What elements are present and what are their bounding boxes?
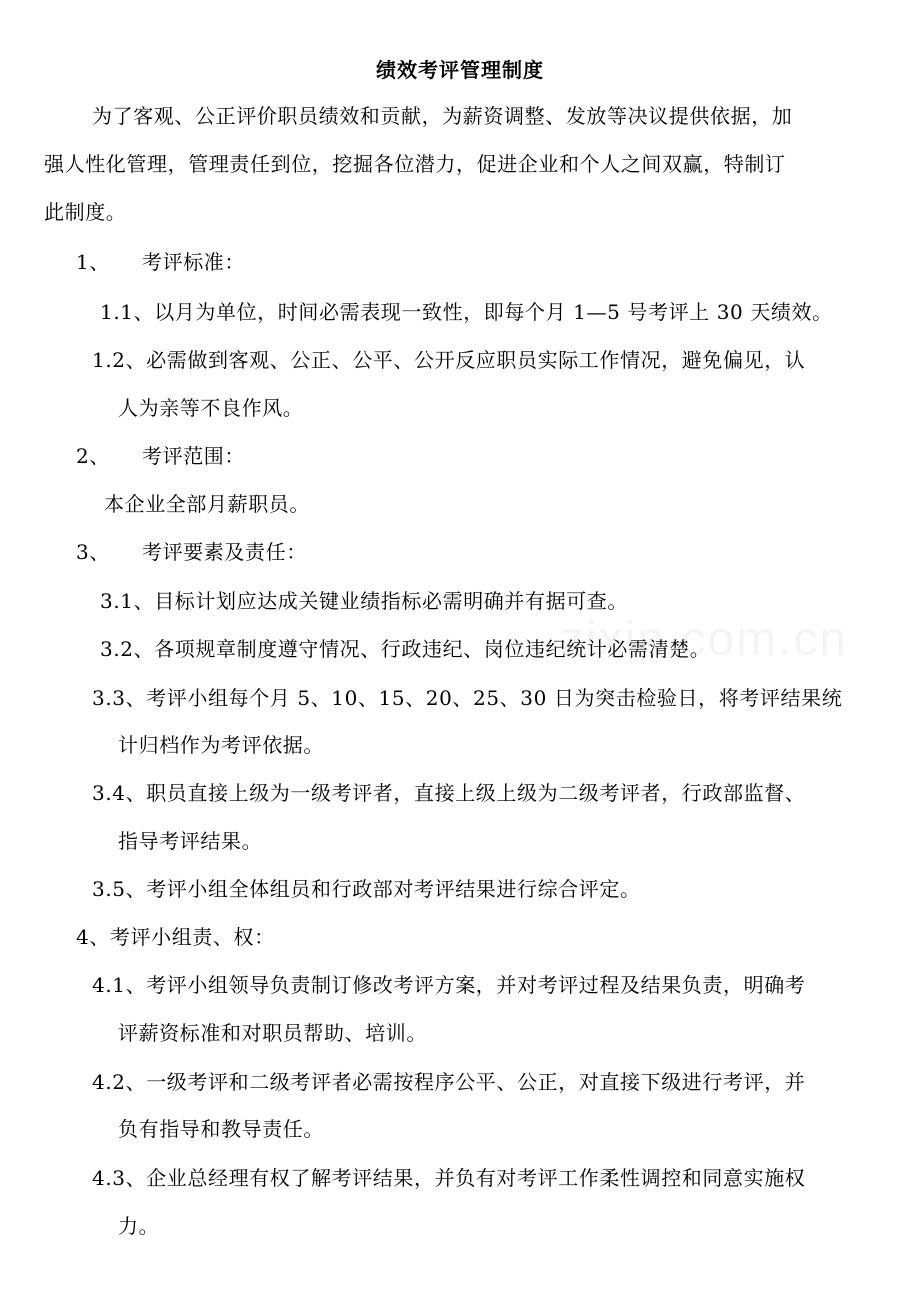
intro-line-1: 为了客观、公正评价职员绩效和贡献，为薪资调整、发放等决议提供依据，加 — [92, 104, 793, 128]
item-4-3-line-1: 4.3、企业总经理有权了解考评结果，并负有对考评工作柔性调控和同意实施权 — [92, 1166, 806, 1190]
item-3-3-line-2: 计归档作为考评依据。 — [118, 733, 324, 757]
item-3-1: 3.1、目标计划应达成关键业绩指标必需明确并有据可查。 — [100, 589, 629, 613]
section-2-number: 2、 — [76, 444, 110, 468]
section-1-number: 1、 — [76, 250, 110, 274]
item-4-2-line-2: 负有指导和教导责任。 — [118, 1117, 324, 1141]
item-3-2: 3.2、各项规章制度遵守情况、行政违纪、岗位违纪统计必需清楚。 — [100, 637, 711, 661]
item-4-1-line-2: 评薪资标准和对职员帮助、培训。 — [118, 1021, 427, 1045]
section-4-heading: 4、考评小组责、权： — [76, 925, 275, 949]
section-3-heading — [76, 536, 307, 568]
section-3-title: 考评要素及责任： — [142, 540, 307, 564]
item-1-2-line-1: 1.2、必需做到客观、公正、公平、公开反应职员实际工作情况，避免偏见，认 — [92, 348, 806, 372]
document-title: 绩效考评管理制度 — [376, 58, 544, 82]
item-3-4-line-1: 3.4、职员直接上级为一级考评者，直接上级上级为二级考评者，行政部监督、 — [92, 781, 806, 805]
section-3-number: 3、 — [76, 540, 110, 564]
section-2-heading — [76, 440, 245, 472]
section-1-title: 考评标准： — [142, 250, 245, 274]
item-1-2-line-2: 人为亲等不良作风。 — [118, 396, 304, 420]
intro-line-3: 此制度。 — [44, 200, 127, 224]
section-2-body: 本企业全部月薪职员。 — [104, 492, 310, 516]
item-4-3-line-2: 力。 — [118, 1214, 160, 1238]
item-4-1-line-1: 4.1、考评小组领导负责制订修改考评方案，并对考评过程及结果负责，明确考 — [92, 973, 806, 997]
item-3-3-line-1: 3.3、考评小组每个月 5、10、15、20、25、30 日为突击检验日，将考评结果统 — [92, 686, 843, 710]
item-1-1: 1.1、以月为单位，时间必需表现一致性，即每个月 1—5 号考评上 30 天绩效。 — [100, 300, 833, 324]
section-2-title: 考评范围： — [142, 444, 245, 468]
item-3-5: 3.5、考评小组全体组员和行政部对考评结果进行综合评定。 — [92, 877, 641, 901]
item-4-2-line-1: 4.2、一级考评和二级考评者必需按程序公平、公正，对直接下级进行考评，并 — [92, 1070, 806, 1094]
intro-line-2: 强人性化管理，管理责任到位，挖掘各位潜力，促进企业和个人之间双赢，特制订 — [44, 152, 786, 176]
item-3-4-line-2: 指导考评结果。 — [118, 829, 263, 853]
section-1-heading — [76, 246, 245, 278]
